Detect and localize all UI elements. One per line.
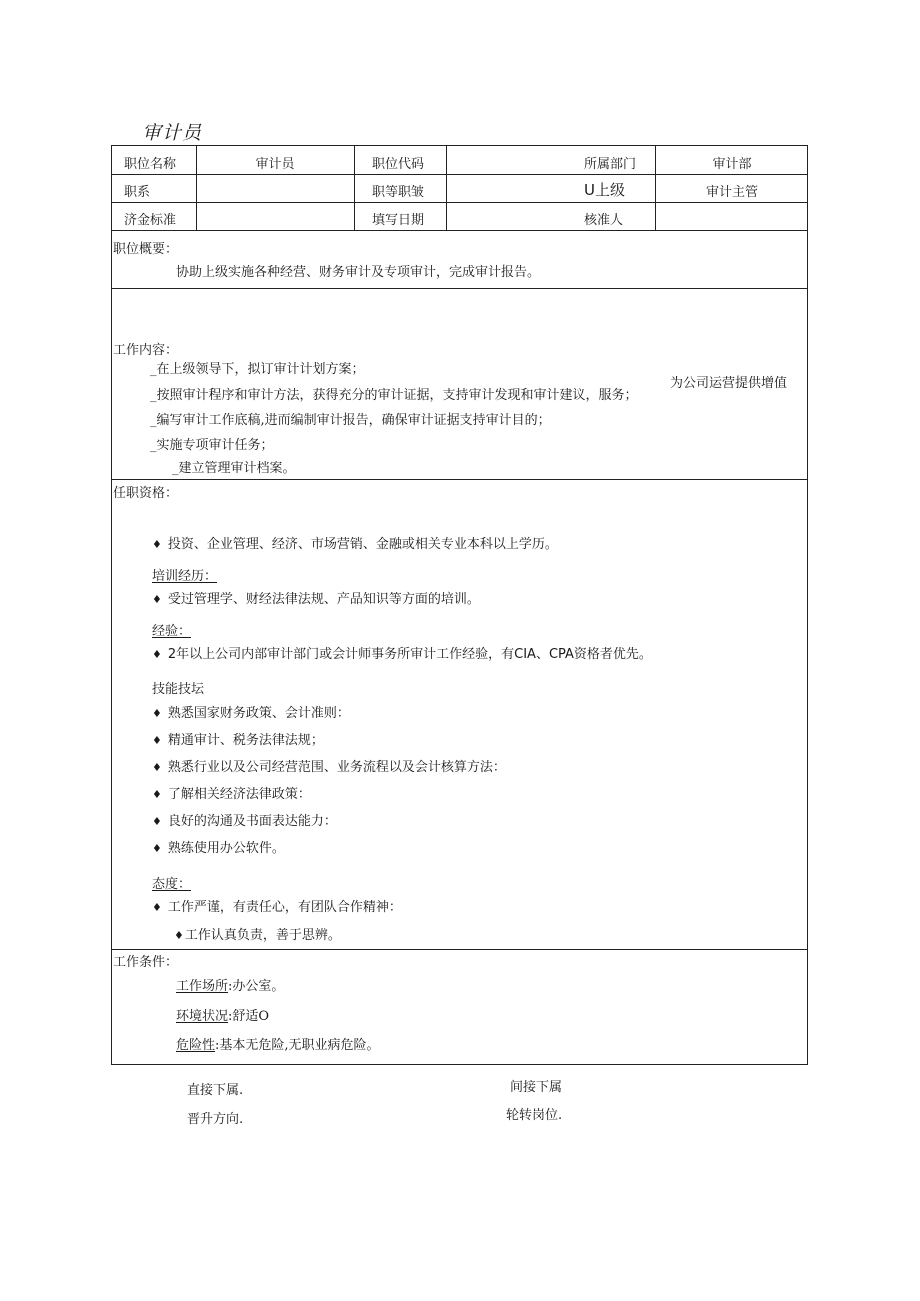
skill-text: 熟悉行业以及公司经营范围、业务流程以及会计核算方法： — [167, 760, 506, 775]
label-supervisor: U上级 — [584, 181, 625, 199]
label-position-name: 职位名称 — [124, 157, 177, 172]
bullet-icon: ♦ — [152, 648, 162, 661]
skill-item — [152, 705, 350, 723]
job-description-form — [111, 145, 808, 1065]
bullet-icon: ♦ — [152, 538, 162, 551]
bullet-icon: ♦ — [152, 593, 162, 606]
skill-text: 熟练使用办公软件。 — [167, 841, 285, 856]
label-approver: 核准人 — [584, 213, 624, 228]
skill-item — [152, 813, 337, 831]
skills-label: 技能技坛 — [152, 682, 205, 697]
section-divider — [112, 288, 807, 289]
attitude-text: 工作认真负责，善于思辨。 — [184, 928, 341, 943]
condition-item — [176, 1037, 380, 1055]
experience-label: 经验： — [152, 624, 192, 639]
condition-value: :基本无危险,无职业病危险。 — [215, 1038, 380, 1053]
condition-label: 工作场所 — [176, 979, 229, 994]
work-item: _实施专项审计任务； — [150, 438, 274, 453]
skill-text: 了解相关经济法律政策： — [167, 787, 311, 802]
work-content-heading: 工作内容： — [113, 343, 179, 358]
condition-item — [176, 1008, 269, 1026]
experience-item — [152, 646, 652, 664]
education-item — [152, 536, 558, 554]
bullet-icon: ♦ — [152, 707, 162, 720]
value-supervisor: 审计主管 — [705, 185, 758, 200]
label-job-grade: 职等职皱 — [372, 185, 425, 200]
bullet-icon: ♦ — [152, 734, 162, 747]
label-department: 所属部门 — [584, 157, 637, 172]
skill-text: 熟悉国家财务政策、会计准则： — [167, 706, 350, 721]
work-item: _按照审计程序和审计方法，获得充分的审计证据，支持审计发现和审计建议，服务； — [150, 388, 638, 403]
attitude-text: 工作严谨，有责任心，有团队合作精神： — [167, 900, 402, 915]
skill-text: 精通审计、税务法律法规； — [167, 733, 324, 748]
experience-text: 2年以上公司内部审计部门或会计师事务所审计工作经验，有CIA、CPA资格者优先。 — [167, 647, 652, 662]
bullet-icon: ♦ — [152, 815, 162, 828]
bullet-icon: ♦ — [152, 901, 162, 914]
bullet-icon: ♦ — [152, 788, 162, 801]
skill-text: 良好的沟通及书面表达能力： — [167, 814, 337, 829]
section-divider — [112, 479, 807, 480]
skill-item — [152, 759, 506, 777]
grid-line — [112, 230, 807, 231]
grid-line — [446, 146, 447, 230]
grid-line — [354, 146, 355, 230]
training-text: 受过管理学、财经法律法规、产品知识等方面的培训。 — [167, 592, 480, 607]
education-text: 投资、企业管理、经济、市场营销、金融或相关专业本科以上学历。 — [167, 537, 558, 552]
attitude-label: 态度： — [152, 877, 192, 892]
conditions-heading: 工作条件： — [113, 955, 179, 970]
bullet-icon: ♦ — [152, 761, 162, 774]
attitude-item — [152, 899, 402, 917]
condition-label: 危险性 — [176, 1038, 216, 1053]
bullet-icon: ♦ — [152, 842, 162, 855]
training-item — [152, 591, 480, 609]
section-divider — [112, 949, 807, 950]
training-label: 培训经历： — [152, 569, 218, 584]
overview-heading: 职位概要： — [113, 242, 179, 257]
grid-line — [112, 174, 807, 175]
bullet-icon: ♦ — [174, 929, 184, 942]
overview-text: 协助上级实施各种经营、财务审计及专项审计，完成审计报告。 — [176, 265, 541, 280]
value-department: 审计部 — [712, 157, 752, 172]
indirect-subordinates-label: 间接下属 — [510, 1080, 563, 1095]
work-item: _编写审计工作底稿,进而编制审计报告，确保审计证据支持审计目的； — [150, 413, 551, 428]
condition-value: :办公室。 — [228, 979, 285, 994]
label-salary-standard: 济金标准 — [124, 213, 177, 228]
direct-subordinates-label: 直接下属. — [187, 1083, 244, 1098]
condition-label: 环境状况 — [176, 1009, 229, 1024]
skill-item — [152, 840, 285, 858]
label-job-family: 职系 — [124, 185, 151, 200]
condition-value: :舒适O — [228, 1009, 270, 1024]
condition-item — [176, 978, 284, 996]
skill-item — [152, 786, 311, 804]
work-side-note: 为公司运营提供增值 — [670, 376, 788, 391]
rotation-position-label: 轮转岗位. — [506, 1108, 563, 1123]
value-position-name: 审计员 — [255, 157, 295, 172]
work-item: _建立管理审计档案。 — [172, 461, 296, 476]
attitude-item — [174, 927, 341, 945]
label-position-code: 职位代码 — [372, 157, 425, 172]
promotion-path-label: 晋升方向. — [187, 1112, 244, 1127]
document-title: 审计员 — [142, 122, 203, 144]
grid-line — [112, 202, 807, 203]
skill-item — [152, 732, 324, 750]
qualifications-heading: 任职资格： — [113, 486, 179, 501]
label-fill-date: 填写日期 — [372, 213, 425, 228]
work-item: _在上级领导下，拟订审计计划方案； — [150, 362, 365, 377]
